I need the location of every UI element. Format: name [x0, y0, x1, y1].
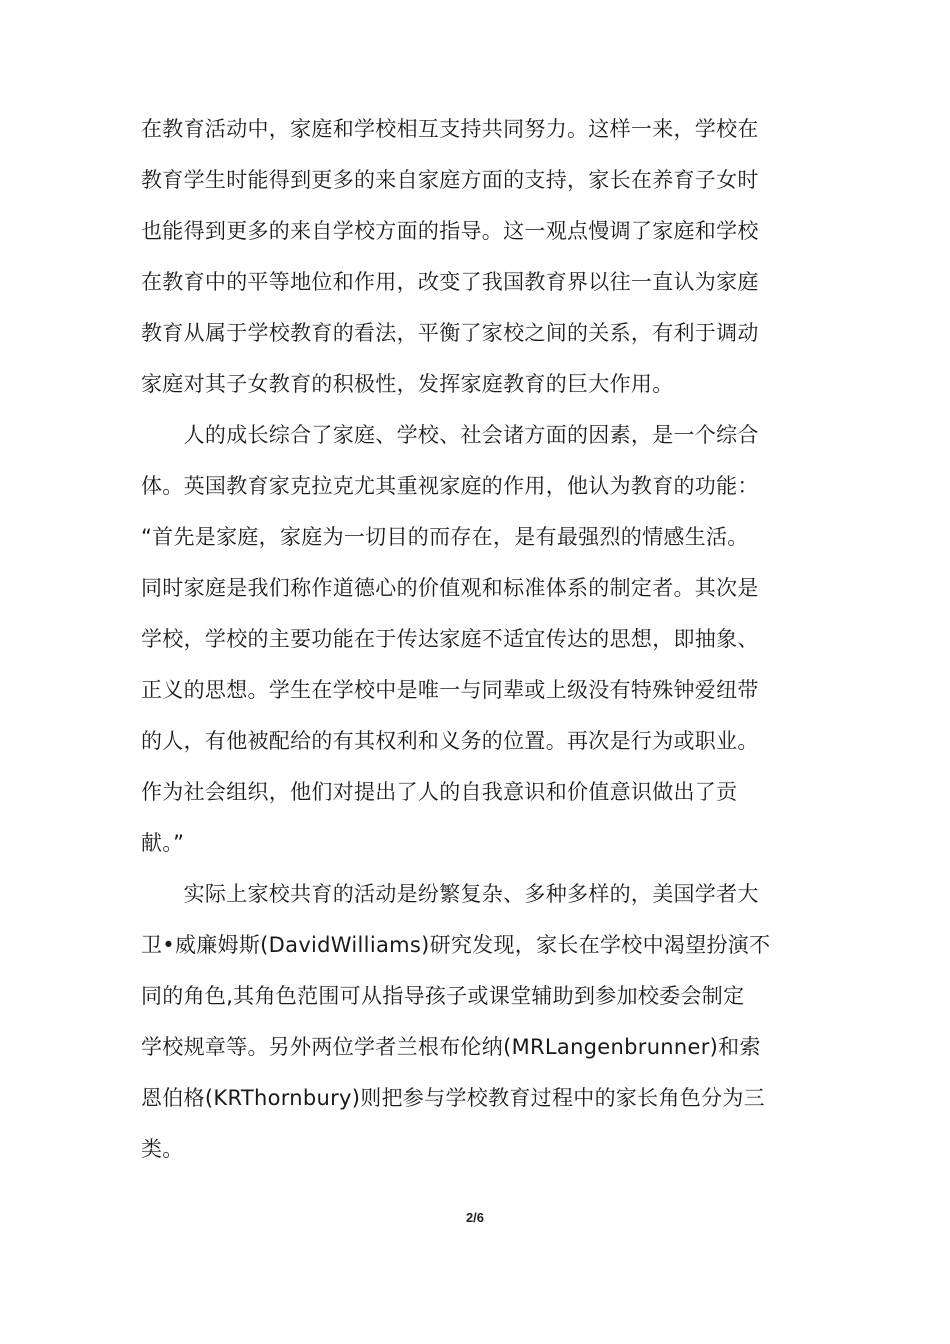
text-line: 同时家庭是我们称作道德心的价值观和标准体系的制定者。其次是 [141, 576, 759, 600]
body-text [141, 104, 821, 1175]
page-number: 2/6 [465, 1210, 485, 1225]
text-line: 的人，有他被配给的有其权利和义务的位置。再次是行为或职业。 [141, 729, 759, 753]
text-line: 恩伯格(KRThornbury)则把参与学校教育过程中的家长角色分为三 [141, 1086, 765, 1110]
text-line: 家庭对其子女教育的积极性，发挥家庭教育的巨大作用。 [141, 372, 674, 396]
text-line: 教育从属于学校教育的看法，平衡了家校之间的关系，有利于调动 [141, 321, 759, 345]
text-line: 学校规章等。另外两位学者兰根布伦纳(MRLangenbrunner)和索 [141, 1035, 761, 1059]
text-line: 体。英国教育家克拉克尤其重视家庭的作用，他认为教育的功能： [141, 474, 759, 498]
text-line: 同的角色,其角色范围可从指导孩子或课堂辅助到参加校委会制定 [141, 984, 745, 1008]
text-line: 教育学生时能得到更多的来自家庭方面的支持，家长在养育子女时 [141, 168, 759, 192]
text-line: 人的成长综合了家庭、学校、社会诸方面的因素，是一个综合 [141, 423, 759, 447]
text-line: 献。” [141, 831, 185, 855]
text-line: 作为社会组织，他们对提出了人的自我意识和价值意识做出了贡 [141, 780, 738, 804]
text-line: 学校，学校的主要功能在于传达家庭不适宜传达的思想，即抽象、 [141, 627, 759, 651]
text-line: 类。 [141, 1137, 184, 1161]
text-line: 也能得到更多的来自学校方面的指导。这一观点慢调了家庭和学校 [141, 219, 759, 243]
text-line: “首先是家庭，家庭为一切目的而存在，是有最强烈的情感生活。 [141, 525, 749, 549]
text-line: 卫•威廉姆斯(DavidWilliams)研究发现，家长在学校中渴望扮演不 [141, 933, 771, 957]
text-line: 在教育中的平等地位和作用，改变了我国教育界以往一直认为家庭 [141, 270, 759, 294]
text-line: 在教育活动中，家庭和学校相互支持共同努力。这样一来，学校在 [141, 117, 759, 141]
text-line: 正义的思想。学生在学校中是唯一与同辈或上级没有特殊钟爱纽带 [141, 678, 759, 702]
text-line: 实际上家校共育的活动是纷繁复杂、多种多样的，美国学者大 [141, 882, 759, 906]
